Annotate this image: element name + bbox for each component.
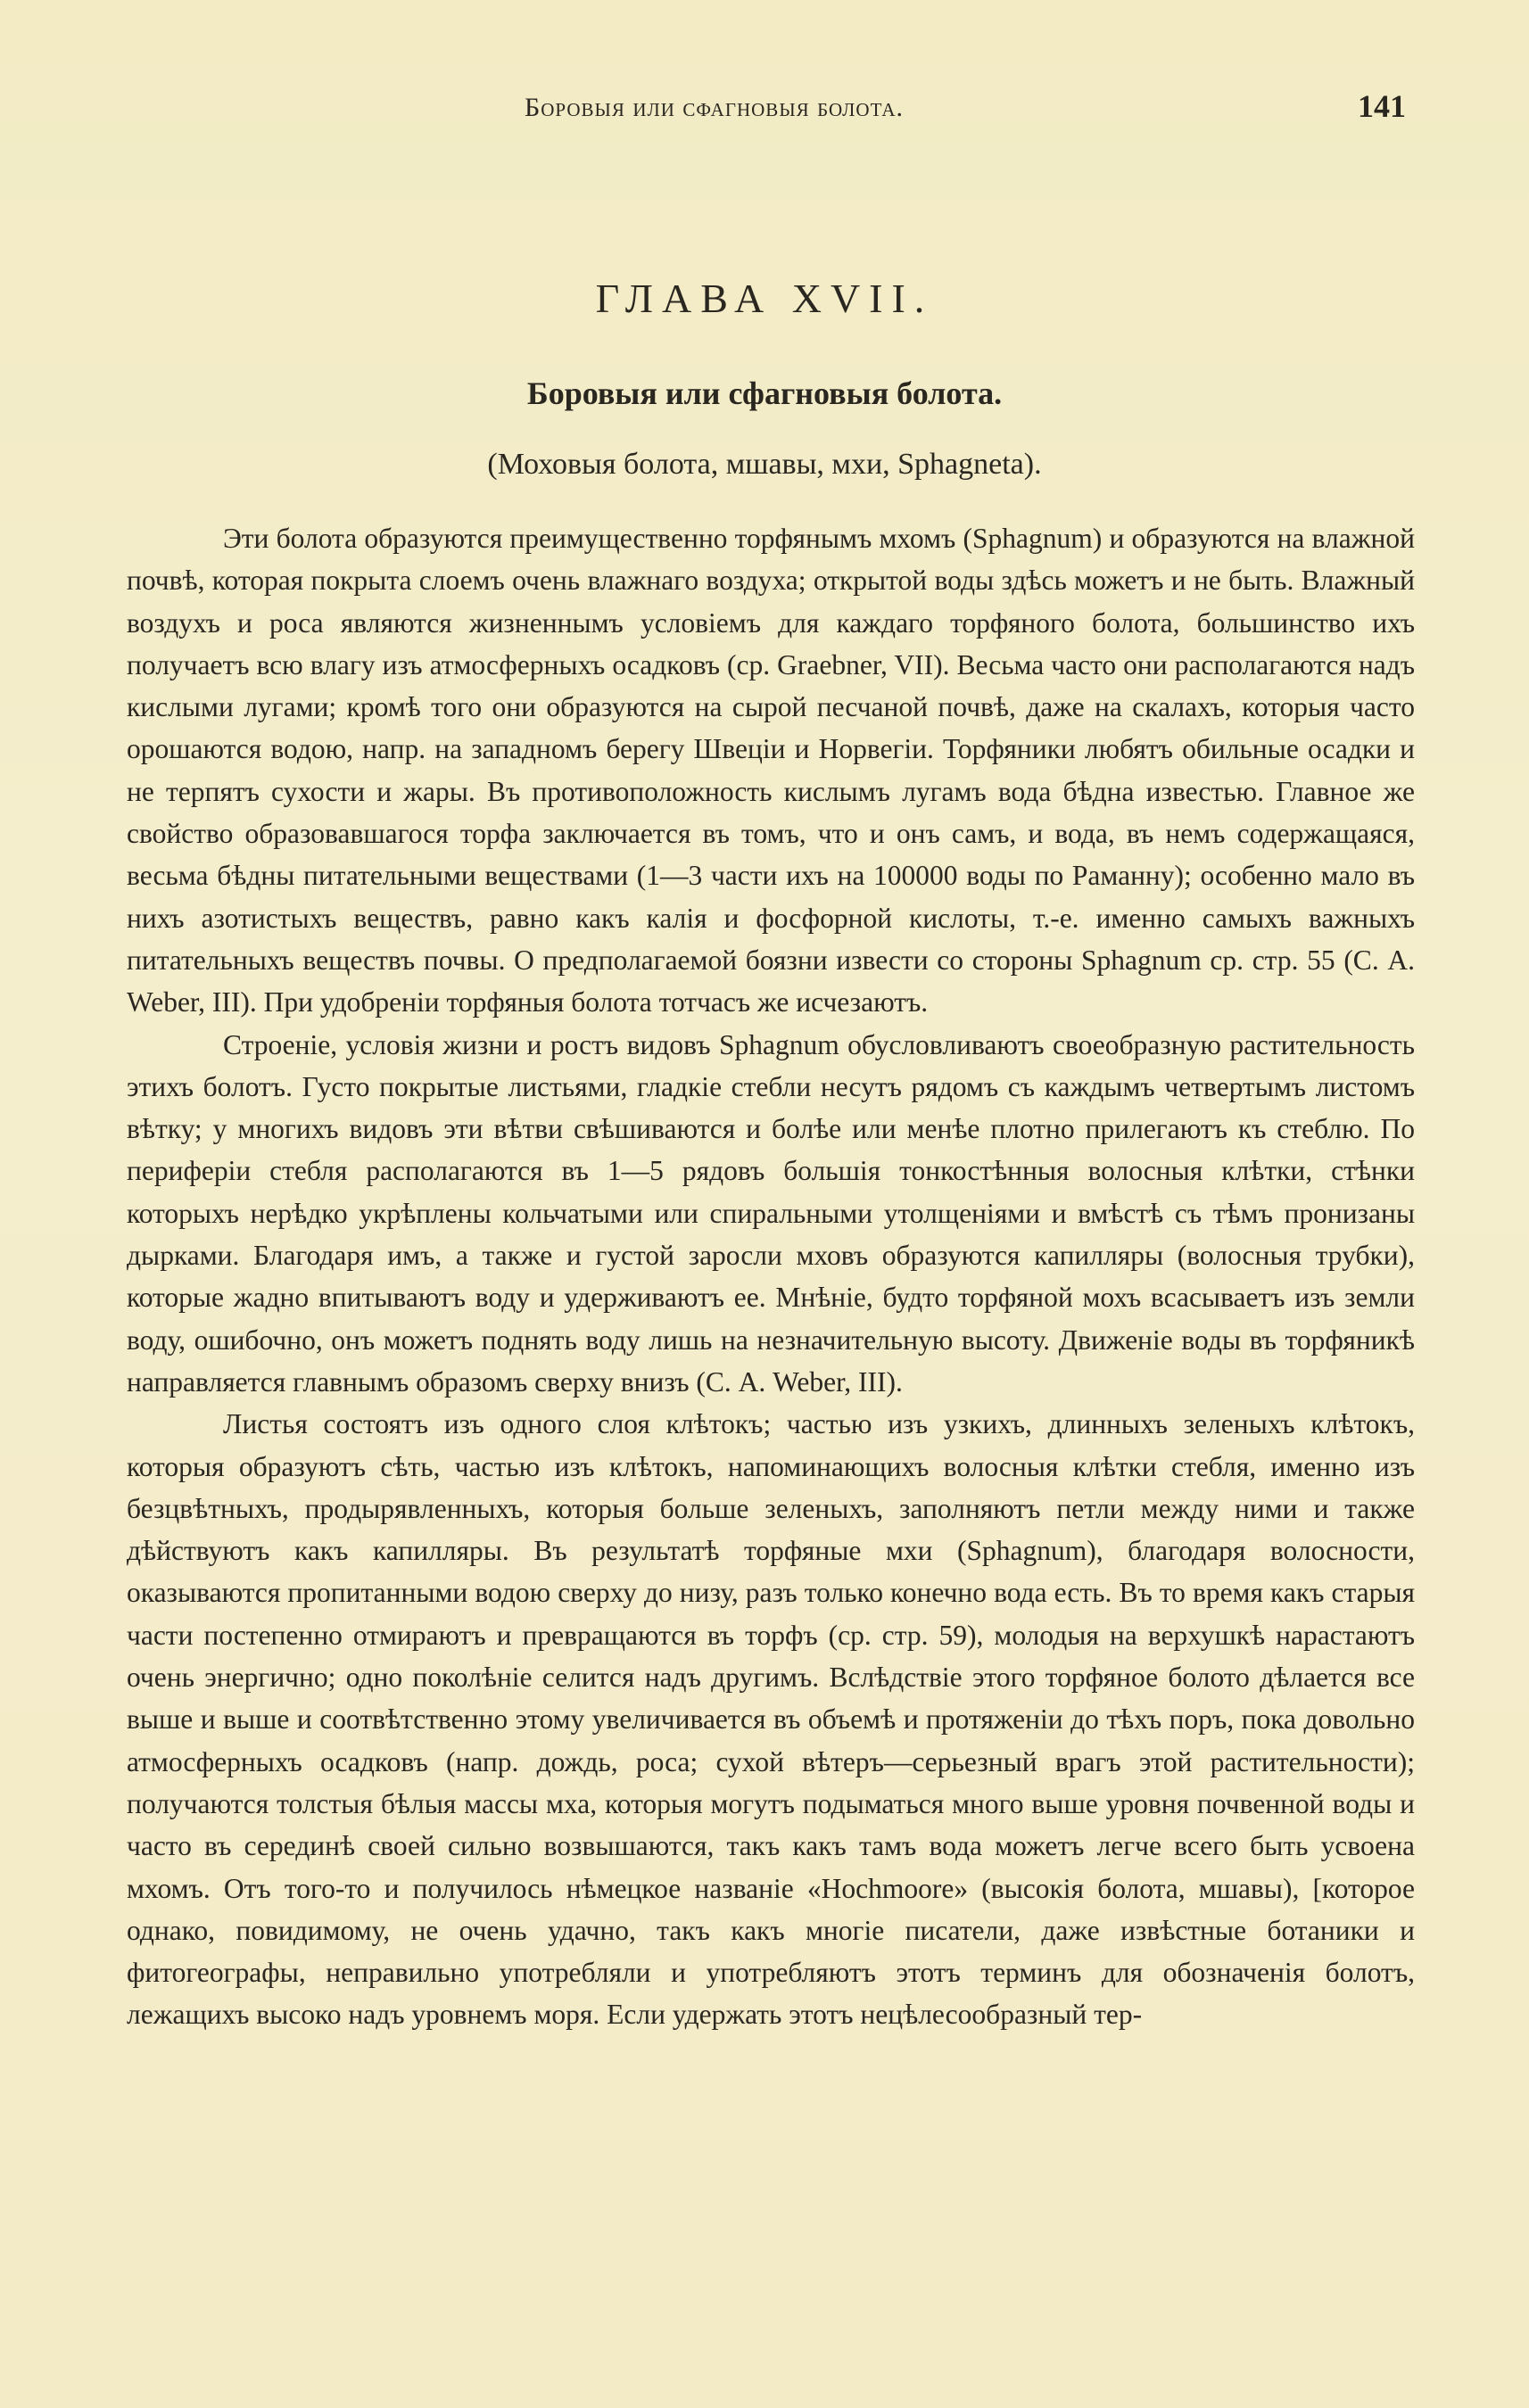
page-number: 141 bbox=[1358, 88, 1406, 124]
paragraph: Листья состоятъ изъ одного слоя клѣтокъ; частью изъ узкихъ, длинныхъ зеленыхъ клѣтокъ, которыя образуютъ сѣть, частью изъ клѣтокъ, напоминающихъ волосныя клѣтки стебля, именно изъ безцвѣтныхъ, продырявленныхъ, которыя больше зеленыхъ, заполняютъ петли между ними и также дѣйствуютъ какъ капилляры. Въ результатѣ торфяные мхи (Sphagnum), благодаря волосности, оказываются пропитанными водою сверху до низу, разъ только конечно вода есть. Въ то время какъ старыя части постепенно отмираютъ и превращаются въ торфъ (ср. стр. 59), молодыя на верхушкѣ нарастаютъ очень энергично; одно поколѣніе селится надъ другимъ. Вслѣдствіе этого торфяное болото дѣлается все выше и выше и соотвѣтственно этому увеличивается въ объемѣ и протяженіи до тѣхъ поръ, пока довольно атмосферныхъ осадковъ (напр. дождь, роса; сухой вѣтеръ—серьезный врагъ этой растительности); получаются толстыя бѣлыя массы мха, которыя могутъ подыматься много выше уровня почвенной воды и часто въ серединѣ своей сильно возвышаются, такъ какъ тамъ вода можетъ легче всего быть усвоена мхомъ. Отъ того-то и получилось нѣмецкое названіе «Hochmoore» (высокія болота, мшавы), [которое однако, повидимому, не очень удачно, такъ какъ многіе писатели, даже извѣстные ботаники и фитогеографы, неправильно употребляли и употребляютъ этотъ терминъ для обозначенія болотъ, лежащихъ высоко надъ уровнемъ моря. Если удержать этотъ нецѣлесообразный тер- bbox=[127, 1408, 1415, 2031]
chapter-heading: ГЛАВА XVII. bbox=[595, 276, 934, 321]
section-subtitle: (Моховыя болота, мшавы, мхи, Sphagneta). bbox=[487, 448, 1042, 481]
section-title: Боровыя или сфагновыя болота. bbox=[526, 375, 1003, 411]
running-header bbox=[0, 88, 1529, 137]
body-text bbox=[127, 517, 1415, 2036]
running-title: Боровыя или сфагновыя болота. bbox=[525, 93, 905, 122]
paragraph: Эти болота образуются преимущественно торфянымъ мхомъ (Sphagnum) и образуются на влажной почвѣ, которая покрыта слоемъ очень влажнаго воздуха; открытой воды здѣсь можетъ и не быть. Влажный воздухъ и роса являются жизненнымъ условіемъ для каждаго торфяного болота, большинство ихъ получаетъ всю влагу изъ атмосферныхъ осадковъ (ср. Graebner, VII). Весьма часто они располагаются надъ кислыми лугами; кромѣ того они образуются на сырой песчаной почвѣ, даже на скалахъ, которыя часто орошаются водою, напр. на западномъ берегу Швеціи и Норвегіи. Торфяники любятъ обильные осадки и не терпятъ сухости и жары. Въ противоположность кислымъ лугамъ вода бѣдна известью. Главное же свойство образовавшагося торфа заключается въ томъ, что и онъ самъ, и вода, въ немъ содержащаяся, весьма бѣдны питательными веществами (1—3 части ихъ на 100000 воды по Раманну); особенно мало въ нихъ азотистыхъ веществъ, равно какъ калія и фосфорной кислоты, т.-е. именно самыхъ важныхъ питательныхъ веществъ почвы. О предполагаемой боязни извести со стороны Sphagnum ср. стр. 55 (С. А. Weber, III). При удобреніи торфяныя болота тотчасъ же исчезаютъ. bbox=[127, 523, 1415, 1018]
paragraph: Строеніе, условія жизни и ростъ видовъ Sphagnum обусловливаютъ своеобразную растительность этихъ болотъ. Густо покрытые листьями, гладкіе стебли несутъ рядомъ съ каждымъ четвертымъ листомъ вѣтку; у многихъ видовъ эти вѣтви свѣшиваются и болѣе или менѣе плотно прилегаютъ къ стеблю. По периферіи стебля располагаются въ 1—5 рядовъ большія тонкостѣнныя волосныя клѣтки, стѣнки которыхъ нерѣдко укрѣплены кольчатыми или спиральными утолщеніями и вмѣстѣ съ тѣмъ пронизаны дырками. Благодаря имъ, а также и густой заросли мховъ образуются капилляры (волосныя трубки), которые жадно впитываютъ воду и удерживаютъ ее. Мнѣніе, будто торфяной мохъ всасываетъ изъ земли воду, ошибочно, онъ можетъ поднять воду лишь на незначительную высоту. Движеніе воды въ торфяникѣ направляется главнымъ образомъ сверху внизъ (С. А. Weber, III). bbox=[127, 1028, 1415, 1398]
